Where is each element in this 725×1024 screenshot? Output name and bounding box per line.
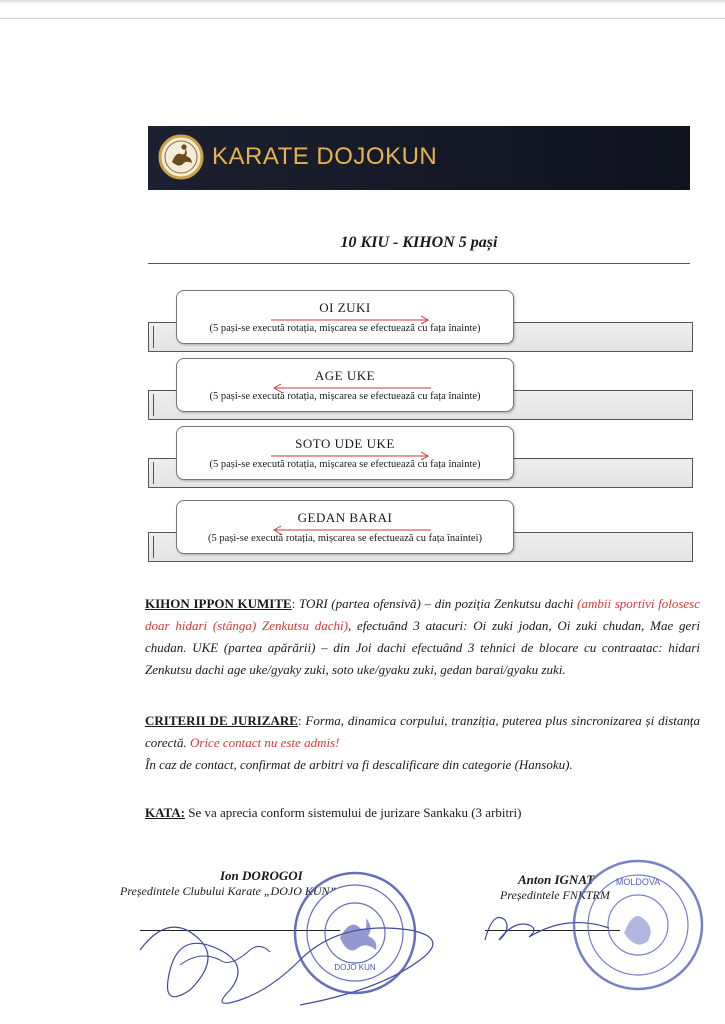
kumite-label: KIHON IPPON KUMITE — [145, 596, 292, 611]
kihon-desc: (5 pași-se execută rotația, mișcarea se efectuează cu fața înainte) — [209, 323, 481, 334]
kihon-item — [148, 500, 693, 566]
kata-label: KATA: — [145, 805, 185, 820]
kata-section — [145, 802, 700, 824]
criterii-colon: : — [297, 713, 306, 728]
kihon-desc: (5 pași-se execută rotația, mișcarea se efectuează cu fața înainte) — [209, 391, 481, 402]
kihon-desc: (5 pași-se execută rotația, mișcarea se efectuează cu fața înainte) — [209, 459, 481, 470]
criterii-highlight: Orice contact nu este admis! — [190, 735, 340, 750]
kihon-card — [176, 358, 514, 412]
kihon-name: GEDAN BARAI — [297, 510, 393, 525]
header-banner — [148, 126, 690, 190]
criterii-text-2: În caz de contact, confirmat de arbitri va fi descalificare din categorie (Hansoku). — [145, 757, 573, 772]
kihon-item — [148, 358, 693, 424]
kumite-text-1: TORI (partea ofensivă) – din poziția Zenkutsu dachi — [299, 596, 578, 611]
kihon-card — [176, 290, 514, 344]
title-divider — [148, 263, 690, 264]
kihon-desc: (5 pași-se execută rotația, mișcarea se efectuează cu fața înaintei) — [207, 533, 482, 544]
kihon-item — [148, 290, 693, 356]
stamp-center-right: MOLDOVA — [615, 877, 661, 887]
signer-role-right: Președintele FNKTRM — [500, 888, 610, 902]
kumite-colon: : — [291, 596, 299, 611]
kihon-name: OI ZUKI — [319, 300, 371, 315]
kumite-highlight: (ambii sportivi folosesc doar hidari (stânga) Zenkutsu dachi) — [145, 596, 701, 633]
signer-name-left: Ion DOROGOI — [220, 868, 303, 883]
signer-role-left: Președintele Clubului Karate „DOJO KUN” — [120, 884, 337, 898]
kumite-text-2: , efectuând 3 atacuri: Oi zuki jodan, Oi zuki chudan, Mae geri chudan. UKE (partea apărării) – din Joi dachi efectuând 3 tehnici de blocare cu contraatac: hidari Zenkutsu dachi age uke/gyaky zuki, soto uke/gyaku zuki, gedan barai/gyaku zuki. — [145, 618, 700, 677]
club-logo-icon — [158, 134, 204, 180]
criterii-label: CRITERII DE JURIZARE — [145, 713, 298, 728]
kihon-item — [148, 426, 693, 492]
scan-edge — [0, 0, 725, 4]
federation-stamp-icon — [568, 855, 708, 995]
kihon-name: AGE UKE — [314, 368, 376, 383]
stamp-center-left: DOJO KUN — [334, 963, 376, 972]
kihon-card — [176, 500, 514, 554]
banner-title: KARATE DOJOKUN — [212, 143, 438, 170]
criterii-section — [145, 710, 700, 776]
kata-text: Se va aprecia conform sistemului de jurizare Sankaku (3 arbitri) — [184, 805, 522, 820]
criterii-text-1: Forma, dinamica corpului, tranziția, puterea plus sincronizarea și distanța corectă. — [145, 713, 700, 750]
signer-name-right: Anton IGNAT — [518, 872, 595, 887]
document-title: 10 KIU - KIHON 5 pași — [340, 234, 498, 251]
kihon-card — [176, 426, 514, 480]
kihon-name: SOTO UDE UKE — [295, 436, 395, 451]
kumite-section — [145, 593, 700, 681]
club-stamp-icon — [290, 868, 420, 998]
scan-line — [0, 18, 725, 19]
